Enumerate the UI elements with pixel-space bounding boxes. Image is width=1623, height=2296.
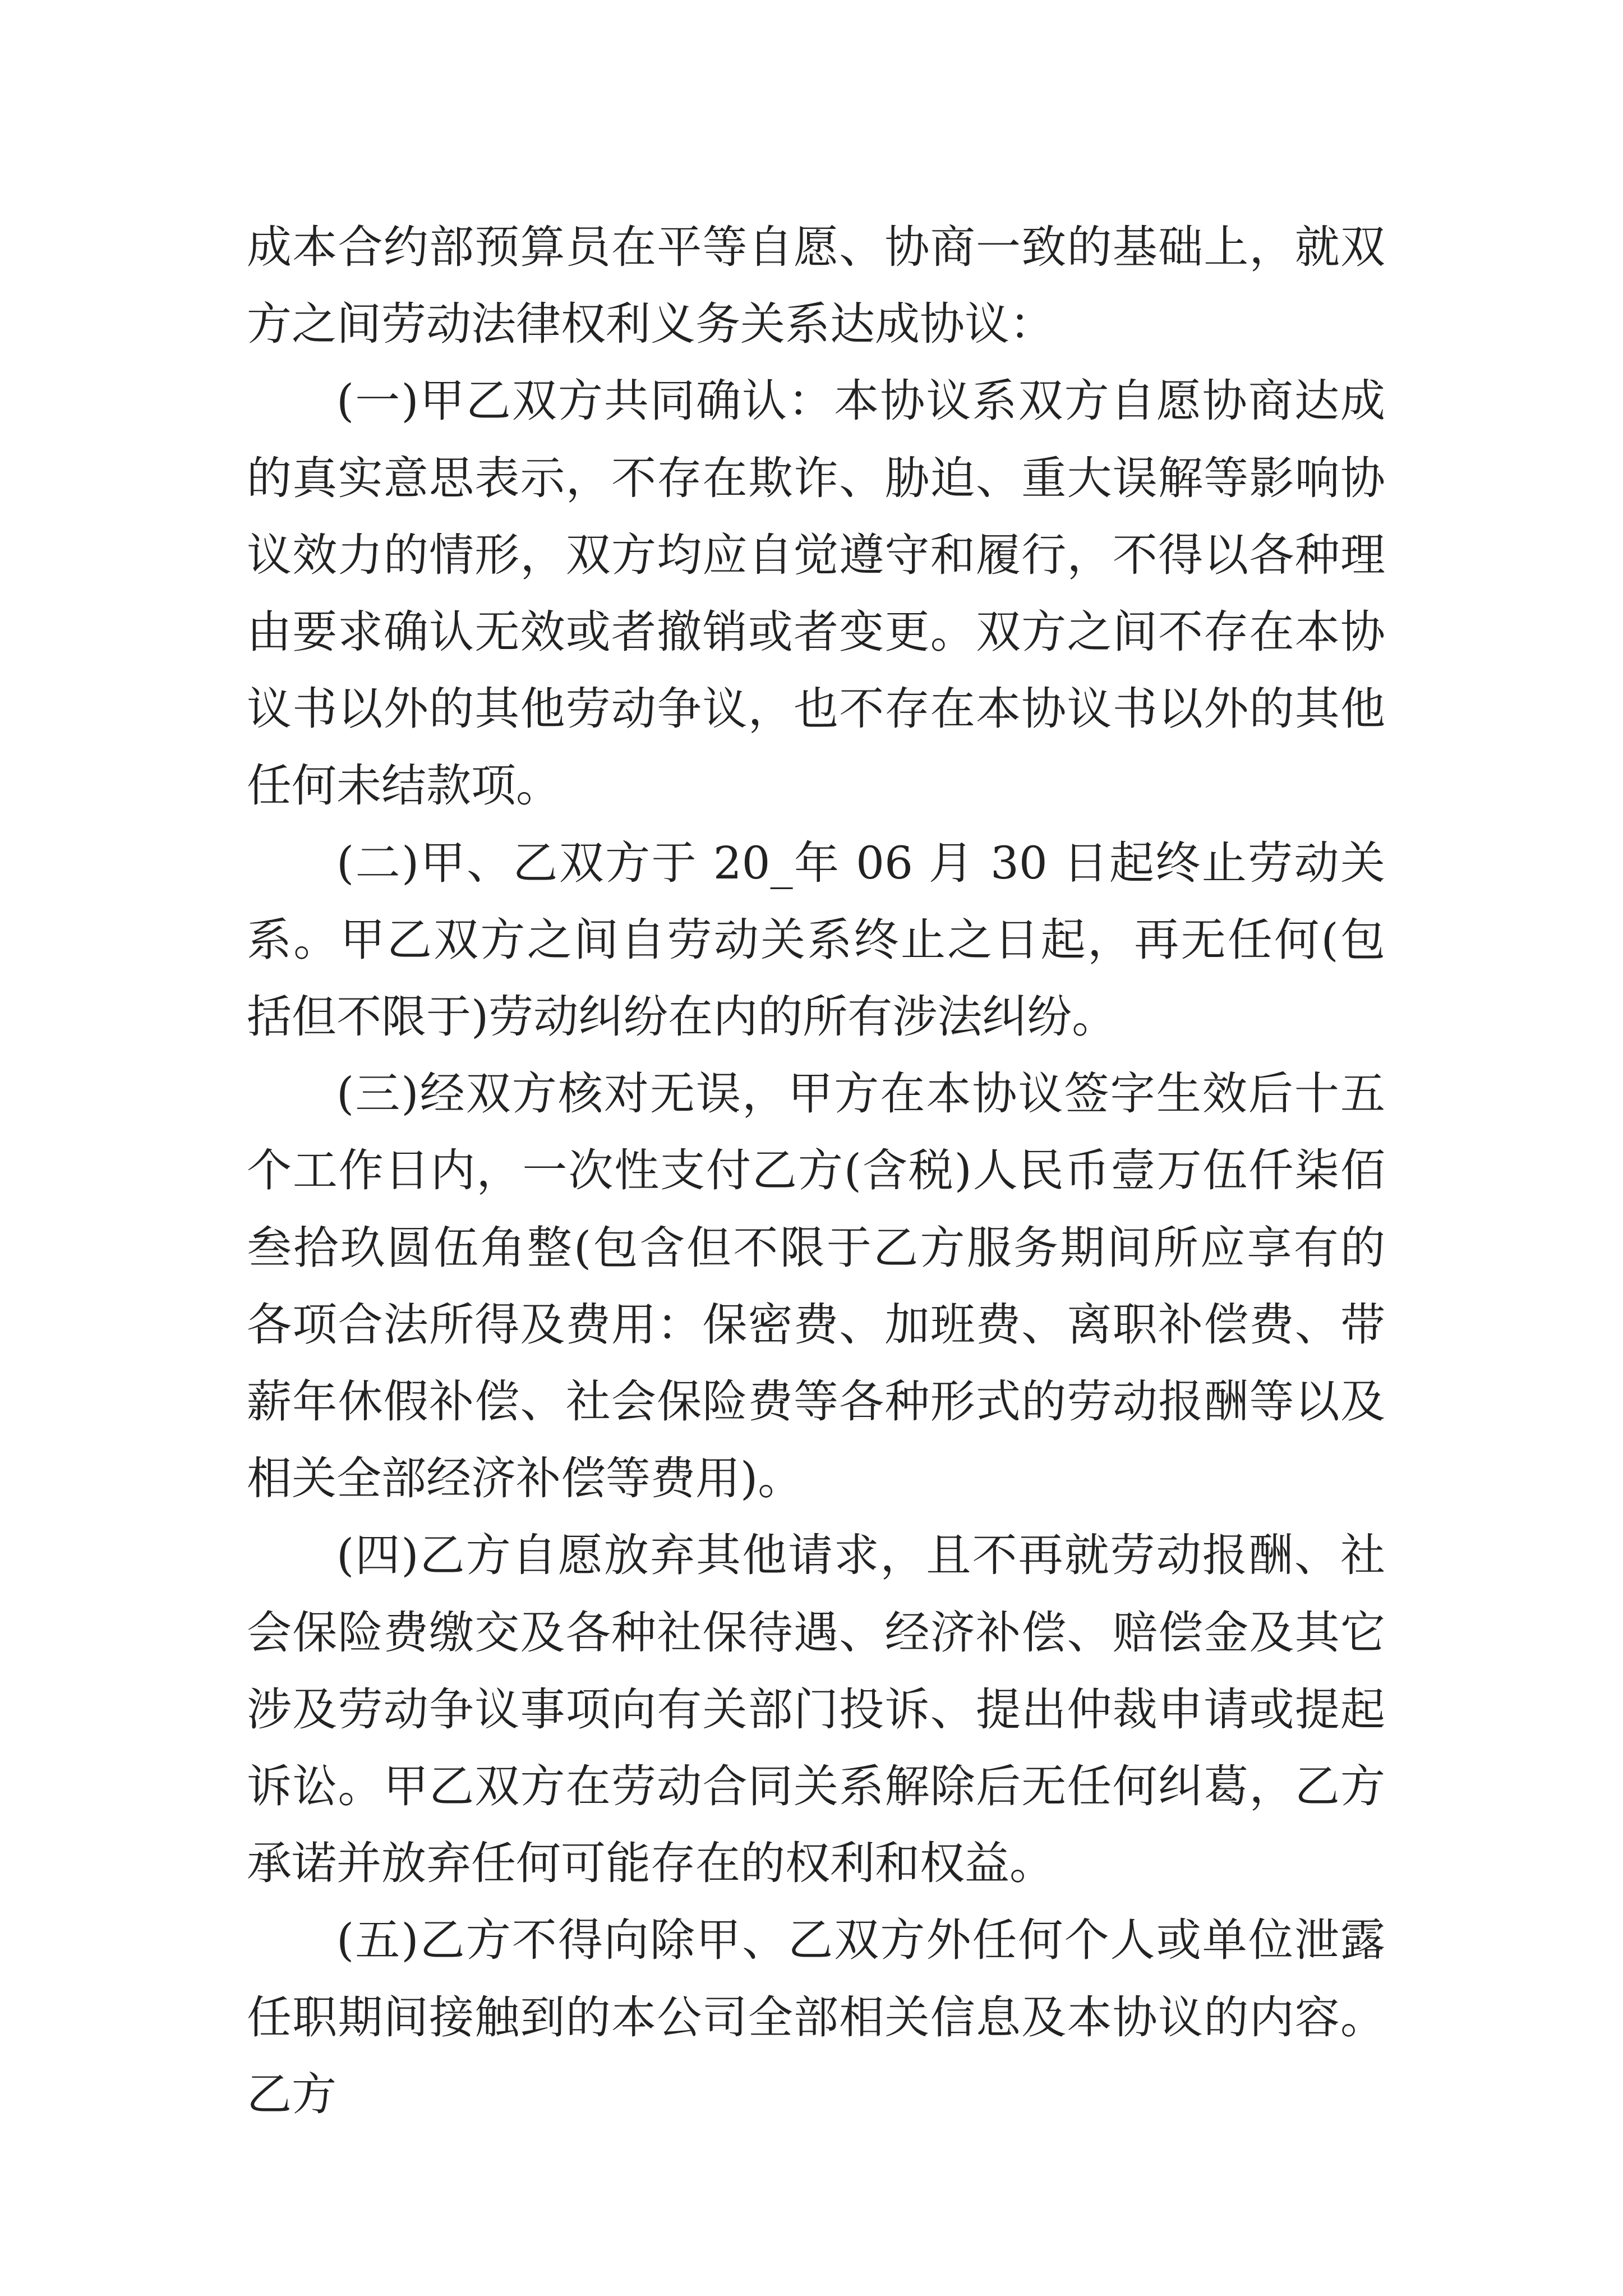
paragraph-intro-continued: 成本合约部预算员在平等自愿、协商一致的基础上，就双方之间劳动法律权利义务关系达成协议： bbox=[247, 221, 1385, 351]
paragraph-clause-1: (一)甲乙双方共同确认：本协议系双方自愿协商达成的真实意思表示，不存在欺诈、胁迫、重大误解等影响协议效力的情形，双方均应自觉遵守和履行，不得以各种理由要求确认无效或者撤销或者变更。双方之间不存在本协议书以外的其他劳动争议，也不存在本协议书以外的其他任何未结款项。 bbox=[247, 375, 1385, 812]
paragraph-clause-3: (三)经双方核对无误，甲方在本协议签字生效后十五个工作日内，一次性支付乙方(含税)人民币壹万伍仟柒佰叁拾玖圆伍角整(包含但不限于乙方服务期间所应享有的各项合法所得及费用：保密费、加班费、离职补偿费、带薪年休假补偿、社会保险费等各种形式的劳动报酬等以及相关全部经济补偿等费用)。 bbox=[247, 1068, 1385, 1505]
paragraph-clause-4: (四)乙方自愿放弃其他请求，且不再就劳动报酬、社会保险费缴交及各种社保待遇、经济补偿、赔偿金及其它涉及劳动争议事项向有关部门投诉、提出仲裁申请或提起诉讼。甲乙双方在劳动合同关系解除后无任何纠葛，乙方承诺并放弃任何可能存在的权利和权益。 bbox=[247, 1529, 1385, 1890]
document-body bbox=[247, 209, 1385, 2133]
paragraph-clause-2: (二)甲、乙双方于 20_年 06 月 30 日起终止劳动关系。甲乙双方之间自劳动关系终止之日起，再无任何(包括但不限于)劳动纠纷在内的所有涉法纠纷。 bbox=[247, 836, 1385, 1043]
paragraph-clause-5: (五)乙方不得向除甲、乙双方外任何个人或单位泄露任职期间接触到的本公司全部相关信息及本协议的内容。乙方 bbox=[247, 1914, 1385, 2120]
